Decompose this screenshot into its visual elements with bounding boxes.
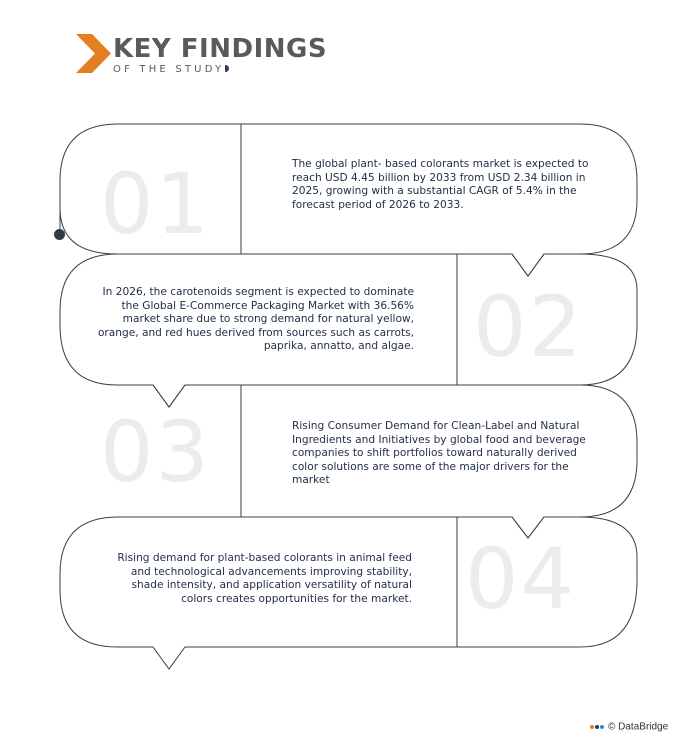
finding-text-4: Rising demand for plant-based colorants in animal feed and technological advancements improving stability, shade intensity, and application versatility of natural colors creates opportunities for the market. <box>117 552 412 605</box>
page-title: KEY FINDINGS <box>113 34 328 64</box>
brand-footer <box>590 721 668 734</box>
finding-number-4: 04 <box>465 530 576 628</box>
finding-text-1: The global plant- based colorants market is expected to reach USD 4.45 billion by 2033 from USD 2.34 billion in 2025, growing with a substantial CAGR of 5.4% in the forecast period of 2026 to 2033. <box>292 158 589 211</box>
finding-number-1: 01 <box>100 155 211 253</box>
finding-number-3: 03 <box>100 403 211 501</box>
brand-dots-icon <box>590 721 605 733</box>
finding-text-3: Rising Consumer Demand for Clean-Label and Natural Ingredients and Initiatives by global food and beverage companies to shift portfolios toward naturally derived color solutions are some of the major drivers for the market <box>292 420 586 486</box>
finding-number-2: 02 <box>473 278 584 376</box>
timeline-dot <box>54 229 65 240</box>
finding-text-2: In 2026, the carotenoids segment is expected to dominate the Global E-Commerce Packaging Market with 36.56% market share due to strong demand for natural yellow, orange, and red hues derived from sources such as carrots, paprika, annatto, and algae. <box>97 286 414 352</box>
page-subtitle-text: OF THE STUDY <box>113 64 225 75</box>
brand-copyright: © DataBridge <box>608 721 669 733</box>
